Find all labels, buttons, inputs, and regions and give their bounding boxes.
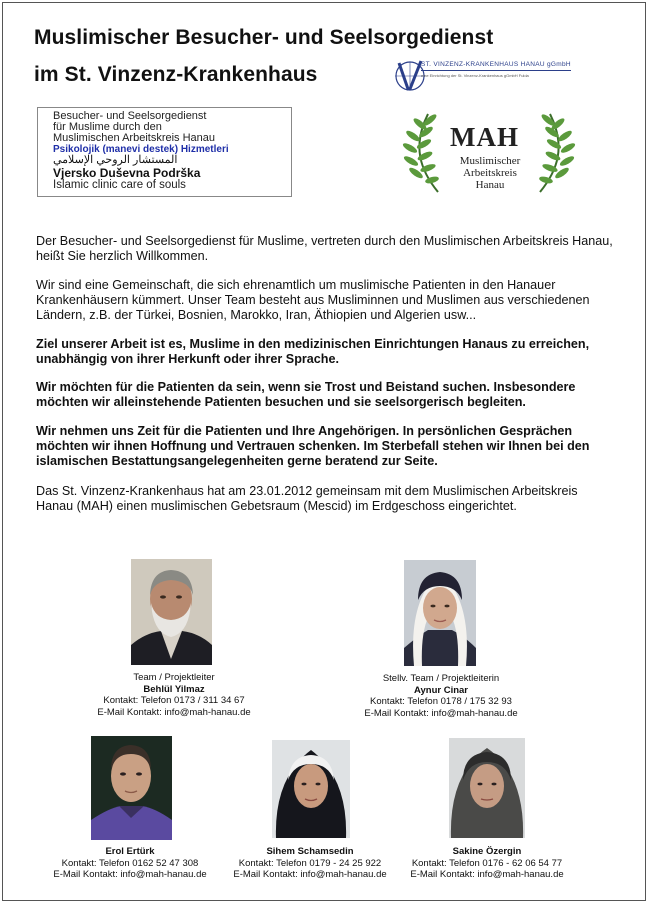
team-role: Stellv. Team / Projektleiterin <box>382 673 500 684</box>
intro-paragraph: Der Besucher- und Seelsorgedienst für Muslime, vertreten durch den Muslimischen Arbeitskreis Hanau, heißt Sie herzlich Willkommen. <box>36 234 613 263</box>
service-bosnian-line: Vjersko Duševna Podrška <box>53 166 201 180</box>
team-photo-sihem <box>272 740 350 838</box>
mah-name-line: Arbeitskreis <box>463 167 517 179</box>
mah-name-line: Hanau <box>475 179 505 191</box>
page-subtitle: im St. Vinzenz-Krankenhaus <box>34 63 318 86</box>
support-paragraph: Wir möchten für die Patienten da sein, wenn sie Trost und Beistand suchen. Insbesondere möchten wir alleinstehende Patienten besuchen und sie seelsorgerisch begleiten. <box>36 380 576 409</box>
team-name: Aynur Cinar <box>413 684 469 696</box>
team-name: Behlül Yilmaz <box>143 683 205 695</box>
team-email: E-Mail Kontakt: info@mah-hanau.de <box>233 869 387 880</box>
team-caption-behlul <box>84 672 264 718</box>
team-email: E-Mail Kontakt: info@mah-hanau.de <box>53 869 207 880</box>
team-phone: Kontakt: Telefon 0162 52 47 308 <box>61 857 199 869</box>
service-english-line: Islamic clinic care of souls <box>53 179 186 191</box>
service-german-line: Besucher- und Seelsorgedienst <box>53 110 207 122</box>
service-german-line: für Muslime durch den <box>53 121 162 133</box>
team-name: Sakine Özergin <box>452 846 522 857</box>
service-turkish-line: Psikolojik (manevi destek) Hizmetleri <box>53 144 229 155</box>
page-title: Muslimischer Besucher- und Seelsorgedienst <box>34 26 494 49</box>
team-photo-behlul <box>131 559 212 665</box>
olive-branch-icon <box>530 110 580 194</box>
team-phone: Kontakt: Telefon 0176 - 62 06 54 77 <box>411 857 563 869</box>
mah-abbreviation: MAH <box>450 122 519 152</box>
team-caption-sakine <box>397 846 577 881</box>
goal-paragraph: Ziel unserer Arbeit ist es, Muslime in den medizinischen Einrichtungen Hanaus zu erreichen, unabhängig von ihrer Herkunft oder ihrer Sprache. <box>36 337 590 366</box>
mah-name-line: Muslimischer <box>459 155 521 167</box>
service-german-line: Muslimischen Arbeitskreis Hanau <box>53 132 216 144</box>
prayer-room-paragraph: Das St. Vinzenz-Krankenhaus hat am 23.01.2012 gemeinsam mit dem Muslimischen Arbeitskreis Hanau (MAH) einen muslimischen Gebetsraum (Mescid) im Erdgeschoss eingerichtet. <box>36 484 578 513</box>
team-email: E-Mail Kontakt: info@mah-hanau.de <box>364 707 518 719</box>
team-email: E-Mail Kontakt: info@mah-hanau.de <box>97 706 251 718</box>
team-phone: Kontakt: Telefon 0179 - 24 25 922 <box>238 857 382 869</box>
service-arabic-line: المستشار الروحي الإسلامي <box>53 154 178 166</box>
mah-logo <box>398 110 580 200</box>
service-language-box <box>37 107 292 197</box>
team-phone: Kontakt: Telefon 0173 / 311 34 67 <box>103 695 245 706</box>
team-photo-aynur <box>404 560 476 666</box>
team-photo-erol <box>91 736 172 840</box>
community-paragraph: Wir sind eine Gemeinschaft, die sich ehrenamtlich um muslimische Patienten in den Hanauer Krankenhäusern kümmert. Unser Team besteht aus Musliminnen und Muslimen aus verschiedenen Ländern, z.B. der Türkei, Bosnien, Marokko, Iran, Äthiopien und Algerien usw... <box>36 278 590 322</box>
hospital-logo-rule <box>421 70 571 71</box>
team-role: Team / Projektleiter <box>133 672 215 683</box>
mah-full-name <box>450 155 530 191</box>
olive-branch-icon <box>398 110 448 194</box>
team-email: E-Mail Kontakt: info@mah-hanau.de <box>410 869 564 880</box>
team-photo-sakine <box>449 738 525 838</box>
team-caption-sihem <box>220 846 400 881</box>
team-name: Sihem Schamsedin <box>266 846 354 857</box>
team-caption-erol <box>40 846 220 881</box>
time-paragraph: Wir nehmen uns Zeit für die Patienten und Ihre Angehörigen. In persönlichen Gesprächen möchten wir ihnen Hoffnung und Vertrauen schenken. Im Sterbefall stehen wir Ihnen bei den islamischen Bestattungsangelegenheiten gerne beratend zur Seite. <box>36 424 590 468</box>
hospital-name: ST. VINZENZ-KRANKENHAUS HANAU gGmbH <box>421 61 571 68</box>
hospital-subtitle: eine Einrichtung der St. Vinzenz-Krankenhaus gGmbH Fulda <box>421 73 529 78</box>
team-name: Erol Ertürk <box>105 846 155 857</box>
team-caption-aynur <box>351 673 531 719</box>
hospital-logo <box>393 57 583 95</box>
team-phone: Kontakt: Telefon 0178 / 175 32 93 <box>370 696 512 707</box>
